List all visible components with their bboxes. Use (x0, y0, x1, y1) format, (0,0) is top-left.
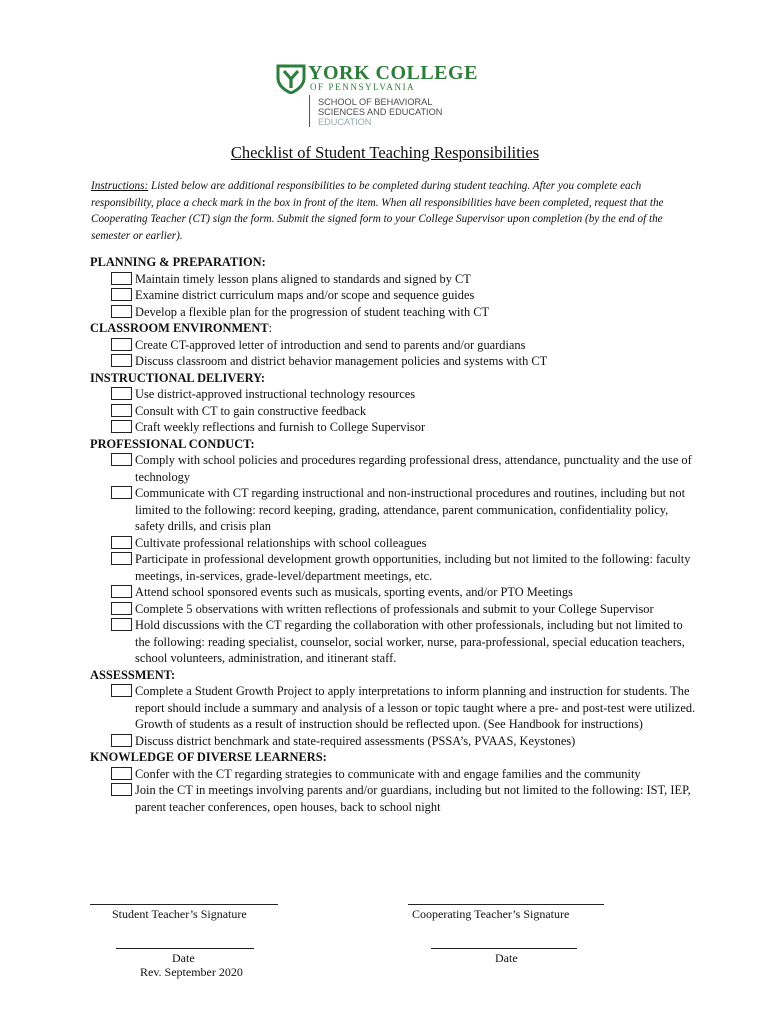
checkbox[interactable] (111, 420, 132, 433)
checklist-item-text: Discuss district benchmark and state-required assessments (PSSA’s, PVAAS, Keystones) (135, 733, 576, 748)
checklist-item (90, 386, 700, 403)
shield-icon (276, 64, 306, 94)
cooperating-date-line (431, 948, 577, 949)
checklist-item (90, 452, 700, 485)
college-logo (276, 62, 496, 128)
checklist-item (90, 766, 700, 783)
logo-school-line: SCIENCES AND EDUCATION (318, 107, 443, 117)
checklist-item (90, 304, 700, 321)
section-heading (90, 370, 700, 387)
checklist-item-text: Participate in professional development growth opportunities, including but not limited to the following: faculty meetings, in-services, grade-level/department meetings, etc. (135, 552, 691, 583)
section-heading-text: PLANNING & PREPARATION: (90, 255, 266, 269)
cooperating-signature-label: Cooperating Teacher’s Signature (412, 907, 570, 921)
checkbox[interactable] (111, 354, 132, 367)
checklist-item (90, 733, 700, 750)
checklist-item (90, 584, 700, 601)
checklist-item (90, 535, 700, 552)
logo-state-line: OF PENNSYLVANIA (310, 82, 416, 92)
checklist-item-text: Cultivate professional relationships with school colleagues (135, 535, 427, 550)
checklist-item (90, 683, 700, 733)
logo-college-name: YORK COLLEGE (308, 62, 478, 84)
checkbox[interactable] (111, 338, 132, 351)
checkbox[interactable] (111, 552, 132, 565)
checklist-item (90, 403, 700, 420)
section-heading (90, 749, 700, 766)
checklist-item-text: Join the CT in meetings involving parents and/or guardians, including but not limited to the following: IST, IEP, parent teacher conferences, open houses, back to school night (135, 783, 691, 814)
checkbox[interactable] (111, 734, 132, 747)
checkbox[interactable] (111, 585, 132, 598)
section-heading-suffix: : (268, 321, 273, 335)
checklist-item-text: Consult with CT to gain constructive feedback (135, 403, 367, 418)
section-heading-text: INSTRUCTIONAL DELIVERY: (90, 370, 266, 385)
checklist-item (90, 419, 700, 436)
checkbox[interactable] (111, 783, 132, 796)
checkbox[interactable] (111, 272, 132, 285)
checkbox[interactable] (111, 602, 132, 615)
checklist-item-text: Create CT-approved letter of introduction and send to parents and/or guardians (135, 337, 526, 352)
checkbox[interactable] (111, 684, 132, 697)
checklist-item-text: Examine district curriculum maps and/or scope and sequence guides (135, 288, 475, 302)
instructions-label: Instructions: (91, 180, 149, 192)
checklist-item-text: Confer with the CT regarding strategies to communicate with and engage families and the community (135, 766, 641, 781)
checklist-item (90, 353, 700, 370)
checkbox[interactable] (111, 618, 132, 631)
section-heading (90, 667, 700, 684)
checklist-item-text: Use district-approved instructional technology resources (135, 387, 416, 401)
checklist-item-text: Complete 5 observations with written reflections of professionals and submit to your College Supervisor (135, 601, 654, 616)
checklist-item (90, 485, 700, 535)
logo-school-line: SCHOOL OF BEHAVIORAL (318, 97, 433, 107)
student-signature-line (90, 904, 278, 905)
checklist-item-text: Develop a flexible plan for the progression of student teaching with CT (135, 304, 490, 319)
logo-divider (309, 95, 310, 127)
section-heading (90, 320, 700, 337)
section-heading-text: ASSESSMENT: (90, 667, 176, 682)
checklist-item-text: Comply with school policies and procedures regarding professional dress, attendance, punctuality and the use of technology (135, 453, 692, 484)
logo-school-line: EDUCATION (318, 117, 372, 127)
responsibilities-checklist (90, 254, 700, 815)
instructions-paragraph (91, 178, 686, 244)
checklist-item-text: Complete a Student Growth Project to apply interpretations to inform planning and instruction for students. The report should include a summary and analysis of a lesson or topic taught where a pre- and post-test were utilized. Growth of students as a result of instruction should be reflected upon. (See Handbook for instructions) (135, 684, 696, 731)
checklist-item-text: Craft weekly reflections and furnish to College Supervisor (135, 420, 426, 434)
student-signature-label: Student Teacher’s Signature (112, 907, 247, 921)
checklist-item-text: Attend school sponsored events such as musicals, sporting events, and/or PTO Meetings (135, 585, 573, 599)
section-heading (90, 254, 700, 271)
page-title: Checklist of Student Teaching Responsibilities (230, 143, 540, 162)
checklist-item (90, 617, 700, 667)
checkbox[interactable] (111, 387, 132, 400)
checklist-item-text: Discuss classroom and district behavior management policies and systems with CT (135, 354, 548, 368)
section-heading (90, 436, 700, 453)
checklist-item (90, 271, 700, 288)
checkbox[interactable] (111, 767, 132, 780)
checklist-item-text: Communicate with CT regarding instructional and non-instructional procedures and routines, including but not limited to the following: record keeping, grading, attendance, parent communication, confidentiality policy, safety drills, and crisis plan (135, 486, 686, 533)
student-date-label: Date (172, 951, 195, 965)
section-heading-text: KNOWLEDGE OF DIVERSE LEARNERS: (90, 750, 327, 764)
checklist-item (90, 551, 700, 584)
checkbox[interactable] (111, 453, 132, 466)
checkbox[interactable] (111, 288, 132, 301)
section-heading-text: CLASSROOM ENVIRONMENT (90, 321, 269, 335)
student-date-line (116, 948, 254, 949)
checklist-item (90, 782, 700, 815)
cooperating-signature-line (408, 904, 604, 905)
checklist-item (90, 337, 700, 354)
checkbox[interactable] (111, 536, 132, 549)
checkbox[interactable] (111, 305, 132, 318)
logo-school-name (318, 97, 442, 127)
cooperating-date-label: Date (495, 951, 518, 965)
instructions-text: Listed below are additional responsibilities to be completed during student teaching. After you complete each responsibility, place a check mark in the box in front of the item. When all responsibilities have been completed, request that the Cooperating Teacher (CT) sign the form. Submit the signed form to your College Supervisor upon completion (by the end of the semester or earlier). (91, 180, 664, 242)
checklist-item-text: Maintain timely lesson plans aligned to standards and signed by CT (135, 271, 471, 286)
checkbox[interactable] (111, 486, 132, 499)
revision-note: Rev. September 2020 (140, 965, 243, 979)
checklist-item (90, 601, 700, 618)
checklist-item-text: Hold discussions with the CT regarding the collaboration with other professionals, including but not limited to the following: reading specialist, counselor, social worker, nurse, para-professional, special education teachers, school volunteers, administration, and itinerant staff. (135, 618, 685, 665)
section-heading-text: PROFESSIONAL CONDUCT: (90, 436, 255, 451)
checklist-item (90, 287, 700, 304)
checkbox[interactable] (111, 404, 132, 417)
